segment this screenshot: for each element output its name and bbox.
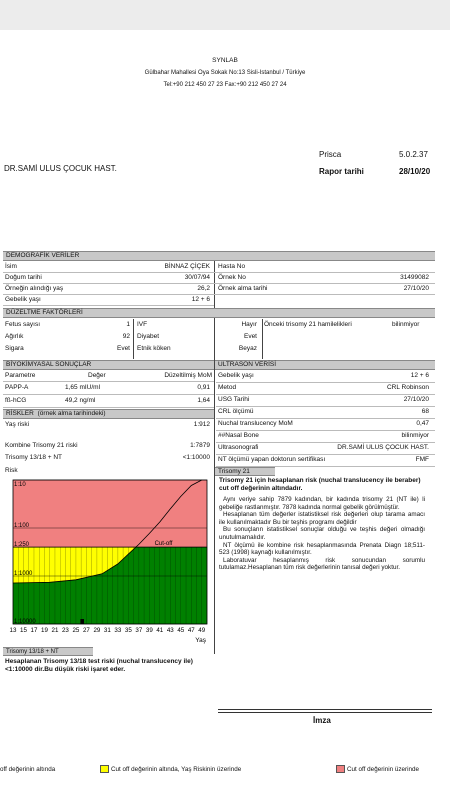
us-row-method <box>216 384 435 395</box>
t13-panel-header: Trisomy 13/18 + NT <box>3 647 93 656</box>
lab-address: Gülbahar Mahallesi Oya Sokak No:13 Sisli-Istanbul / Türkiye <box>144 70 306 76</box>
ivf-label: IVF <box>137 321 148 328</box>
legend-mid-swatch <box>100 765 109 773</box>
method-version: 5.0.2.37 <box>399 150 428 159</box>
age-risk-label: Yaş riski <box>5 421 30 428</box>
sample-date-value: 27/10/20 <box>403 285 429 292</box>
papp-label: PAPP-A <box>5 384 29 391</box>
name-value: BİNNAZ ÇİÇEK <box>164 263 210 270</box>
risk-chart <box>3 474 214 646</box>
sample-no-label: Örnek No <box>218 274 246 281</box>
hcg-mom: 1,64 <box>197 397 210 404</box>
us-row-nasal <box>216 432 435 443</box>
x-tick-label: 45 <box>177 627 185 634</box>
t21-line: Hesaplanan tüm değerler istatistiksel risk değerleri olup tarama amacı ile kullanılmaktadır Bu bir teşhis programı değildir <box>219 511 425 526</box>
x-tick-label: 43 <box>166 627 174 634</box>
row-smoke <box>3 345 263 357</box>
row-hcg <box>3 397 214 408</box>
us-cert-value: FMF <box>415 456 429 463</box>
ga-label: Gebelik yaşı <box>5 296 41 303</box>
x-tick-label: 37 <box>135 627 143 634</box>
x-tick-label: 49 <box>198 627 206 634</box>
smoke-value: Evet <box>116 345 130 352</box>
diabetes-label: Diyabet <box>137 333 160 340</box>
x-tick-label: 47 <box>187 627 195 634</box>
us-row-ga <box>216 372 435 383</box>
t21-line: NT ölçümü ile kombine risk hesaplanmasında Prenata Diagn 18;511-523 (1998) kaynağı kullanılmıştır. <box>219 541 425 557</box>
x-axis-label: Yaş <box>195 637 206 644</box>
y-tick-label: 1:10 <box>14 482 26 488</box>
row-age-risk <box>3 421 214 432</box>
col-mom: Düzeltilmiş MoM <box>164 372 212 379</box>
chart-title: Risk <box>5 467 18 474</box>
dob-value: 30/07/94 <box>184 274 210 281</box>
x-tick-label: 15 <box>20 627 27 634</box>
legend-high-swatch <box>336 765 345 773</box>
t21-headline: Trisomy 21 için hesaplanan risk (nuchal translucency ile beraber) cut off değerinin altındadır. <box>219 477 421 492</box>
patient-no-label: Hasta No <box>218 263 246 270</box>
t21-line: Laboratuvar hesaplanmış risk sonucundan sorumlu tutulamaz.Hesaplanan tüm risk değerlerinin tanısal değeri yoktur. <box>219 556 425 572</box>
hcg-value: 49,2 ng/ml <box>65 397 96 404</box>
papp-mom: 0,91 <box>197 384 210 391</box>
biochem-col-headers <box>3 372 214 382</box>
t21-explanation <box>219 496 425 572</box>
lab-name: SYNLAB <box>212 57 238 64</box>
row-age <box>3 285 435 295</box>
col-parameter: Parametre <box>5 372 36 379</box>
age-label: Örneğin alındığı yaş <box>5 285 64 292</box>
us-row-nt <box>216 420 435 431</box>
us-row-crl <box>216 408 435 419</box>
signature-line <box>218 712 432 713</box>
us-row-sono <box>216 444 435 455</box>
us-ga-value: 12 + 6 <box>410 372 429 379</box>
report-date-label: Rapor tarihi <box>319 167 364 176</box>
us-date-value: 27/10/20 <box>403 396 429 403</box>
signature-line <box>218 709 432 710</box>
ultrasound-section-header: ULTRASON VERİSİ <box>215 360 435 370</box>
x-tick-label: 25 <box>72 627 80 634</box>
row-t21-risk <box>3 442 214 453</box>
us-nt-value: 0,47 <box>416 420 429 427</box>
us-crl-label: CRL ölçümü <box>218 408 254 415</box>
dob-label: Doğum tarihi <box>5 274 42 281</box>
t21-risk-label: Kombine Trisomy 21 riski <box>5 442 78 449</box>
correction-section-header: DÜZELTME FAKTÖRLERİ <box>3 308 435 318</box>
legend-low-text: off değerinin altında <box>0 766 56 773</box>
risks-section-header <box>3 409 214 419</box>
ethnicity-label: Etnik köken <box>137 345 171 352</box>
us-crl-value: 68 <box>421 408 429 415</box>
risks-subtitle: (örnek alma tarihindeki) <box>37 410 106 417</box>
us-row-cert <box>216 456 435 467</box>
us-nasal-value: bilinmiyor <box>401 432 429 439</box>
y-tick-label: 1:100 <box>14 523 30 529</box>
prev-t21-value: bilinmiyor <box>392 321 420 328</box>
us-method-value: CRL Robinson <box>386 384 429 391</box>
us-cert-label: NT ölçümü yapan doktorun sertifikası <box>218 456 326 463</box>
x-tick-label: 39 <box>145 627 153 634</box>
ga-value: 12 + 6 <box>191 296 210 303</box>
hcg-label: fß-hCG <box>5 397 27 404</box>
age-value: 26,2 <box>197 285 210 292</box>
us-sono-value: DR.SAMİ ULUS ÇOCUK HAST. <box>337 444 429 451</box>
row-ga <box>3 296 214 306</box>
cutoff-label: Cut-off <box>154 541 173 548</box>
age-risk-value: 1:912 <box>193 421 210 428</box>
us-method-label: Metod <box>218 384 237 391</box>
column-divider <box>214 261 215 654</box>
sample-no-value: 31499082 <box>400 274 429 281</box>
us-nt-label: Nuchal translucency MoM <box>218 420 293 427</box>
high-risk-region <box>13 480 207 547</box>
row-name <box>3 263 435 273</box>
y-tick-label: 1:250 <box>14 542 30 549</box>
smoke-label: Sigara <box>5 345 24 352</box>
x-tick-label: 17 <box>30 627 38 634</box>
x-tick-label: 35 <box>124 627 132 634</box>
us-date-label: USG Tarihi <box>218 396 250 403</box>
sample-date-label: Örnek alma tarihi <box>218 285 268 292</box>
x-tick-label: 31 <box>103 627 111 634</box>
diabetes-value: Evet <box>243 333 257 340</box>
t13-risk-label: Trisomy 13/18 + NT <box>5 454 63 461</box>
risks-title: RİSKLER <box>6 410 34 417</box>
col-value: Değer <box>88 372 106 379</box>
x-tick-label: 19 <box>41 627 48 634</box>
weight-label: Ağırlık <box>5 333 24 340</box>
patient-marker <box>80 619 84 624</box>
us-row-date <box>216 396 435 407</box>
x-tick-label: 23 <box>61 627 69 634</box>
y-tick-label: 1:1000 <box>14 571 33 577</box>
t13-risk-value: <1:10000 <box>182 454 210 461</box>
lab-phone: Tel:+90 212 450 27 23 Fax:+90 212 450 27 24 <box>163 82 287 88</box>
t21-panel-header: Trisomy 21 <box>215 467 275 476</box>
t21-line: Bu sonuçların istatistiksel sonuçlar olduğu ve teşhis değeri olmadığı unutulmamalıdır. <box>219 526 425 541</box>
legend-high-text: Cut off değerinin üzerinde <box>347 766 419 773</box>
y-tick-label: 1:10000 <box>14 619 36 625</box>
row-papp <box>3 384 214 395</box>
report-page <box>0 30 450 800</box>
x-tick-label: 21 <box>51 627 59 634</box>
us-ga-label: Gebelik yaşı <box>218 372 254 379</box>
x-tick-label: 27 <box>82 627 90 634</box>
x-tick-label: 33 <box>114 627 122 634</box>
signature-label: İmza <box>313 716 331 725</box>
ivf-value: Hayır <box>241 321 257 328</box>
fetus-label: Fetus sayısı <box>5 321 41 328</box>
method-label: Prisca <box>319 150 342 159</box>
biochem-section-header: BİYOKİMYASAL SONUÇLAR <box>3 360 214 370</box>
fetus-value: 1 <box>126 321 130 328</box>
us-sono-label: Ultrasonografi <box>218 444 259 451</box>
row-t13-risk <box>3 454 214 465</box>
report-date-value: 28/10/20 <box>399 167 431 176</box>
name-label: İsim <box>5 263 17 270</box>
x-tick-label: 41 <box>156 627 164 634</box>
us-nasal-label: ##Nasal Bone <box>218 432 259 439</box>
hospital-name: DR.SAMİ ULUS ÇOCUK HAST. <box>4 164 117 173</box>
prev-t21-label: Önceki trisomy 21 hamilelikleri <box>264 321 352 328</box>
x-tick-label: 13 <box>9 627 17 634</box>
x-tick-label: 29 <box>93 627 101 634</box>
ethnicity-value: Beyaz <box>238 345 257 352</box>
t21-line: Aynı veriye sahip 7879 kadından, bir kadında trisomy 21 (NT ile) li gebeliğe rastlanmıştır. 7878 kadında normal gebelik görülmüştür. <box>219 496 425 511</box>
row-dob <box>3 274 435 284</box>
demographic-section-header: DEMOGRAFİK VERİLER <box>3 251 435 261</box>
t13-text: Hesaplanan Trisomy 13/18 test riski (nuchal translucency ile) <1:10000 dir.Bu düşük riski işaret eder. <box>5 658 193 673</box>
legend-mid-text: Cut off değerinin altında, Yaş Riskinin üzerinde <box>111 766 242 773</box>
weight-value: 92 <box>122 333 130 340</box>
papp-value: 1,65 mIU/ml <box>65 384 101 391</box>
t21-risk-value: 1:7879 <box>190 442 210 449</box>
row-weight <box>3 333 263 345</box>
